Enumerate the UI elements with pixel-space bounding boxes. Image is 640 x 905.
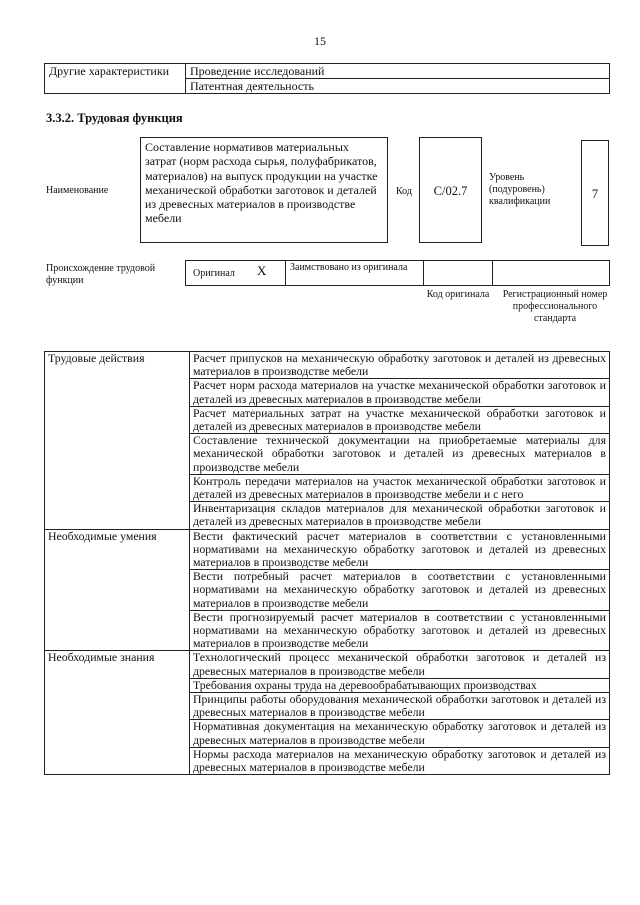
borrowed-label: Заимствовано из оригинала: [290, 262, 408, 273]
table-cell: Составление технической документации на приобретаемые материалы для механической обработки заготовок и деталей из древесных материалов в производстве мебели: [190, 434, 610, 475]
code-value: С/02.7: [419, 137, 482, 243]
table-cell: Вести потребный расчет материалов в соответствии с установленными нормативами на механическую обработку заготовок и деталей из древесных материалов в производстве мебели: [190, 570, 610, 611]
level-label: Уровень (подуровень) квалификации: [489, 172, 551, 207]
section-label: Необходимые знания: [45, 651, 190, 775]
other-characteristics-label: Другие характеристики: [45, 64, 186, 94]
level-value: 7: [581, 140, 609, 246]
table-cell: Нормативная документация на механическую обработку заготовок и деталей из древесных материалов в производстве мебели: [190, 720, 610, 747]
divider: [423, 260, 424, 286]
code-original-label: Код оригинала: [426, 289, 490, 300]
table-cell: Нормы расхода материалов на механическую обработку заготовок и деталей из древесных материалов в производстве мебели: [190, 747, 610, 774]
table-cell: Расчет норм расхода материалов на участке механической обработки заготовок и деталей из древесных материалов в производстве мебели: [190, 379, 610, 406]
function-name-value: Составление нормативов материальных затрат (норм расхода сырья, полуфабрикатов, материалов) на выпуск продукции на участке механической обработки заготовок и деталей из древесных материалов в производстве мебели: [140, 137, 388, 243]
divider: [492, 260, 493, 286]
page-number: 15: [314, 34, 326, 48]
origin-label: Происхождение трудовой функции: [46, 263, 156, 286]
section-title: 3.3.2. Трудовая функция: [46, 111, 183, 125]
section-label: Необходимые умения: [45, 529, 190, 651]
name-label: Наименование: [46, 185, 109, 196]
other-characteristics-item: Патентная деятельность: [186, 79, 610, 94]
table-cell: Расчет припусков на механическую обработку заготовок и деталей из древесных материалов в производстве мебели: [190, 352, 610, 379]
code-label: Код: [396, 186, 412, 197]
reg-number-label: Регистрационный номер профессионального стандарта: [502, 289, 608, 324]
section-label: Трудовые действия: [45, 352, 190, 530]
table-cell: Требования охраны труда на деревообрабатывающих производствах: [190, 678, 610, 692]
original-label: Оригинал: [193, 268, 235, 279]
other-characteristics-item: Проведение исследований: [186, 64, 610, 79]
table-cell: Расчет материальных затрат на участке механической обработки заготовок и деталей из древесных материалов в производстве мебели: [190, 406, 610, 433]
divider: [285, 260, 286, 286]
table-cell: Технологический процесс механической обработки заготовок и деталей из древесных материалов в производстве мебели: [190, 651, 610, 678]
labor-function-table: [44, 351, 610, 775]
original-mark: X: [257, 263, 267, 278]
table-cell: Вести прогнозируемый расчет материалов в соответствии с установленными нормативами на механическую обработку заготовок и деталей из древесных материалов в производстве мебели: [190, 610, 610, 651]
table-cell: Инвентаризация складов материалов для механической обработки заготовок и деталей из древесных материалов в производстве мебели: [190, 502, 610, 529]
table-cell: Принципы работы оборудования механической обработки заготовок и деталей из древесных материалов в производстве мебели: [190, 693, 610, 720]
table-cell: Вести фактический расчет материалов в соответствии с установленными нормативами на механическую обработку заготовок и деталей из древесных материалов в производстве мебели: [190, 529, 610, 570]
table-cell: Контроль передачи материалов на участок механической обработки заготовок и деталей из древесных материалов в производстве мебели и с него: [190, 474, 610, 501]
other-characteristics-table: [44, 63, 610, 94]
